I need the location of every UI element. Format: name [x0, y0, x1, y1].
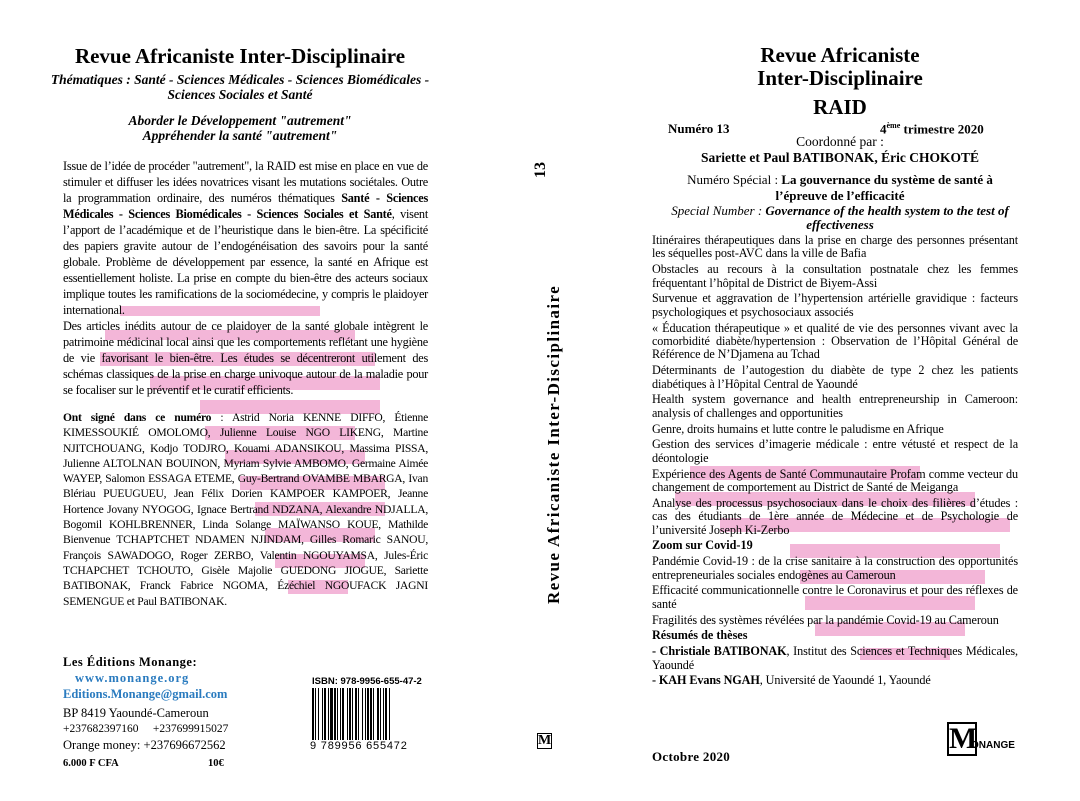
publisher-website-link[interactable]: www.monange.org [75, 671, 190, 685]
article-item: Expérience des Agents de Santé Communautaire Profam comme vecteur du changement de comportement au District de Santé de Meiganga [652, 466, 1018, 495]
motto-line-1: Aborder le Développement "autrement" [128, 113, 352, 128]
issue-quarter-suffix: ème [886, 121, 901, 130]
barcode-bar [342, 688, 344, 740]
back-cover-themes: Thématiques : Santé - Sciences Médicales - Sciences Biomédicales - Sciences Sociales et Santé [50, 72, 430, 102]
article-item: Obstacles au recours à la consultation postnatale chez les femmes fréquentant l’hôpital de District de Biyem-Assi [652, 262, 1018, 290]
back-paragraph-1 [63, 158, 428, 318]
article-item: Analyse des processus psychosociaux dans le choix des filières d’études : cas des étudiants de 1ère année de Médecine et de Psychologie de l’université Joseph Ki-Zerbo [652, 495, 1018, 537]
spine-issue-number: 13 [532, 162, 549, 178]
publisher-orange-money: Orange money: +237696672562 [63, 738, 226, 752]
publisher-email-link[interactable]: Editions.Monange@gmail.com [63, 687, 228, 701]
back-cover-title: Revue Africaniste Inter-Disciplinaire [74, 44, 406, 68]
thesis-author: - KAH Evans NGAH [652, 673, 760, 688]
barcode-bar [365, 688, 366, 740]
issue-quarter-number: 4 [880, 121, 887, 137]
paragraph-1-text-a: Issue de l’idée de procéder "autrement", la RAID est mise en place en vue de stimuler et diffuser les idées novatrices visant les mutations sociétales. Outre la programmation ordinaire, des numéros thématiques [63, 159, 428, 205]
thesis-item [652, 674, 1018, 687]
barcode-bar [370, 688, 372, 740]
front-title-line-2: Inter-Disciplinaire [757, 66, 923, 90]
special-fr-title: La gouvernance du système de santé à l’épreuve de l’efficacité [775, 172, 993, 203]
covid-article-item: Fragilités des systèmes révélées par la pandémie Covid-19 au Cameroun [652, 612, 999, 627]
covid-article-item: Pandémie Covid-19 : de la crise sanitaire à la construction des opportunités entrepreneuriales sociales endogènes au Cameroun [652, 554, 1018, 582]
barcode-bar [349, 688, 351, 740]
barcode-bar [352, 688, 353, 740]
article-item: Genre, droits humains et lutte contre le paludisme en Afrique [652, 421, 944, 436]
barcode-bar [340, 688, 341, 740]
thesis-affiliation: , Université de Yaoundé 1, Yaoundé [759, 673, 931, 688]
barcode-bar [377, 688, 379, 740]
barcode-bar [337, 688, 338, 740]
motto-line-2: Appréhender la santé "autrement" [142, 128, 338, 143]
barcode-bar [322, 688, 323, 740]
signed-label: Ont signé dans ce numéro [63, 411, 212, 424]
thesis-author: - Christiale BATIBONAK [652, 644, 787, 659]
publisher-logo [945, 716, 1027, 758]
isbn-label: ISBN: 978-9956-655-47-2 [312, 676, 422, 687]
barcode-bar [373, 688, 374, 740]
barcode-bar [318, 688, 319, 740]
barcode-bar [367, 688, 369, 740]
thesis-item [652, 645, 1018, 672]
spine-logo-icon: M [538, 733, 552, 748]
article-item: Survenue et aggravation de l’hypertension artérielle gravidique : facteurs psychologiques et psychosociaux associés [652, 291, 1018, 319]
special-number-en [660, 204, 1020, 232]
barcode [310, 688, 422, 740]
price-euro: 10€ [208, 758, 224, 769]
article-item: Gestion des services d’imagerie médicale : entre vétusté et respect de la déontologie [652, 437, 1018, 465]
barcode-bar [358, 688, 359, 740]
article-item: « Éducation thérapeutique » et qualité de vie des personnes vivant avec la comorbidité diabète/hypertension : Observation de l’Hôpital Général de Référence de N’Djamena au Tchad [652, 320, 1018, 362]
table-of-contents [652, 234, 1018, 690]
barcode-bar [389, 688, 390, 740]
covid-section-heading: Zoom sur Covid-19 [652, 538, 753, 553]
coordinators: Sariette et Paul BATIBONAK, Éric CHOKOTÉ [701, 150, 979, 165]
barcode-bar [315, 688, 316, 740]
article-item: Déterminants de l’autogestion du diabète de type 2 chez les patients diabétiques à l’Hôpital Central de Yaoundé [652, 363, 1018, 391]
barcode-bar [328, 688, 329, 740]
paragraph-1-text-b: , visent l’apport de l’académique et de l’heuristique dans le bien-être. La spécificité des papiers gravite autour de l’endogénéisation des savoirs pour la santé globale. Problème de développement par essence, la santé en Afrique est essentiellement holiste. La prise en compte du bien-être des acteurs sociaux implique toutes les ramifications de la sociomédecine, y compris le plaidoyer international. [63, 207, 428, 317]
barcode-bar [347, 688, 348, 740]
back-cover-motto [40, 113, 440, 143]
front-title-line-1: Revue Africaniste [760, 43, 920, 67]
thesis-affiliation: , Institut des Sciences et Techniques Médicales, Yaoundé [652, 644, 1018, 672]
back-paragraph-2: Des articles inédits autour de ce plaidoyer de la santé globale intègrent le patrimoine médicinal local ainsi que les comportements reflétant une hygiène de vie favorisant le bien-être. Les études se décentreront utilement des schémas classiques de la prise en charge univoque autour de la maladie pour se focaliser sur le préventif et le curatif efficients. [63, 319, 428, 397]
coordinated-by-label: Coordonné par : [796, 134, 884, 149]
issue-quarter-year: trimestre 2020 [900, 121, 984, 137]
publisher-phones: +237682397160 +237699915027 [63, 723, 229, 735]
barcode-bar [355, 688, 357, 740]
barcode-bar [362, 688, 363, 740]
barcode-bar [330, 688, 333, 740]
barcode-bar [312, 688, 314, 740]
logo-label: ONANGE [971, 740, 1015, 751]
special-number-fr [660, 172, 1020, 204]
publisher-name: Les Éditions Monange: [63, 655, 198, 669]
theses-section-heading: Résumés de thèses [652, 628, 748, 643]
publisher-address: BP 8419 Yaoundé-Cameroun [63, 706, 209, 720]
barcode-bar [383, 688, 384, 740]
barcode-digits: 9 789956 655472 [310, 740, 408, 752]
barcode-bar [385, 688, 387, 740]
barcode-bar [324, 688, 326, 740]
back-signatories [63, 410, 428, 609]
signed-names: : Astrid Noria KENNE DIFFO, Étienne KIMESSOUKIÉ OMOLOMO, Julienne Louise NGO LIKENG, Martine NJITCHOUANG, Kodjo TODJRO, Kouami ADANSIKOU, Massima PISSA, Julienne ALTOLNAN BOUINON, Myriam Sylvie AMBOMO, Germaine Aimée WAYEP, Salomon ESSAGA ETEME, Guy-Bertrand OVAMBE MBARGA, Ivan Blériau PUEUGUEU, Jean Félix Dorien KAMPOER KAMPOER, Jeanne Hortence Jovany NYOGOG, Ignace Bertrand NDZANA, Alexandre NDJALLA, Bogomil KOHLBRENNER, Linda Solange MAÏWANSO KOUE, Mathilde Bienvenue TCHAPTCHET NDAMEN NJINDAM, Gilles Romaric SANOU, François SAWADOGO, Roger ZERBO, Valentin NGOUYAMSA, Jules-Éric TCHAPCHET TCHOUTO, Gisèle Majolie GUEDONG JIOGUE, Sariette BATIBONAK, Franck Fabrice NGOMA, Ézéchiel NGOUFACK JAGNI SEMENGUE et Paul BATIBONAK. [63, 411, 428, 608]
barcode-bar [380, 688, 381, 740]
spine-title: Revue Africaniste Inter-Disciplinaire [544, 284, 563, 604]
article-item: Itinéraires thérapeutiques dans la prise en charge des personnes présentant les séquelles post-AVC dans la ville de Bafia [652, 233, 1018, 261]
barcode-bar [334, 688, 336, 740]
article-item: Health system governance and health entrepreneurship in Cameroon: analysis of challenges and opportunities [652, 392, 1018, 420]
price: 6.000 F CFA [63, 758, 119, 769]
special-fr-label: Numéro Spécial : [687, 172, 782, 187]
publication-month: Octobre 2020 [652, 749, 731, 764]
publisher-info [63, 654, 283, 753]
paragraph-1-bold: Santé - Sciences Médicales - Sciences Biomédicales - Sciences Sociales et Santé [63, 191, 428, 221]
front-cover-title [650, 44, 1030, 90]
special-en-label: Special Number : [671, 203, 766, 218]
logo-letter: M [949, 722, 978, 755]
issue-number: Numéro 13 [668, 121, 730, 136]
front-cover-acronym: RAID [813, 95, 867, 119]
covid-article-item: Efficacité communicationnelle contre le Coronavirus et pour des réflexes de santé [652, 583, 1018, 611]
special-en-title: Governance of the health system to the test of effectiveness [765, 203, 1009, 232]
